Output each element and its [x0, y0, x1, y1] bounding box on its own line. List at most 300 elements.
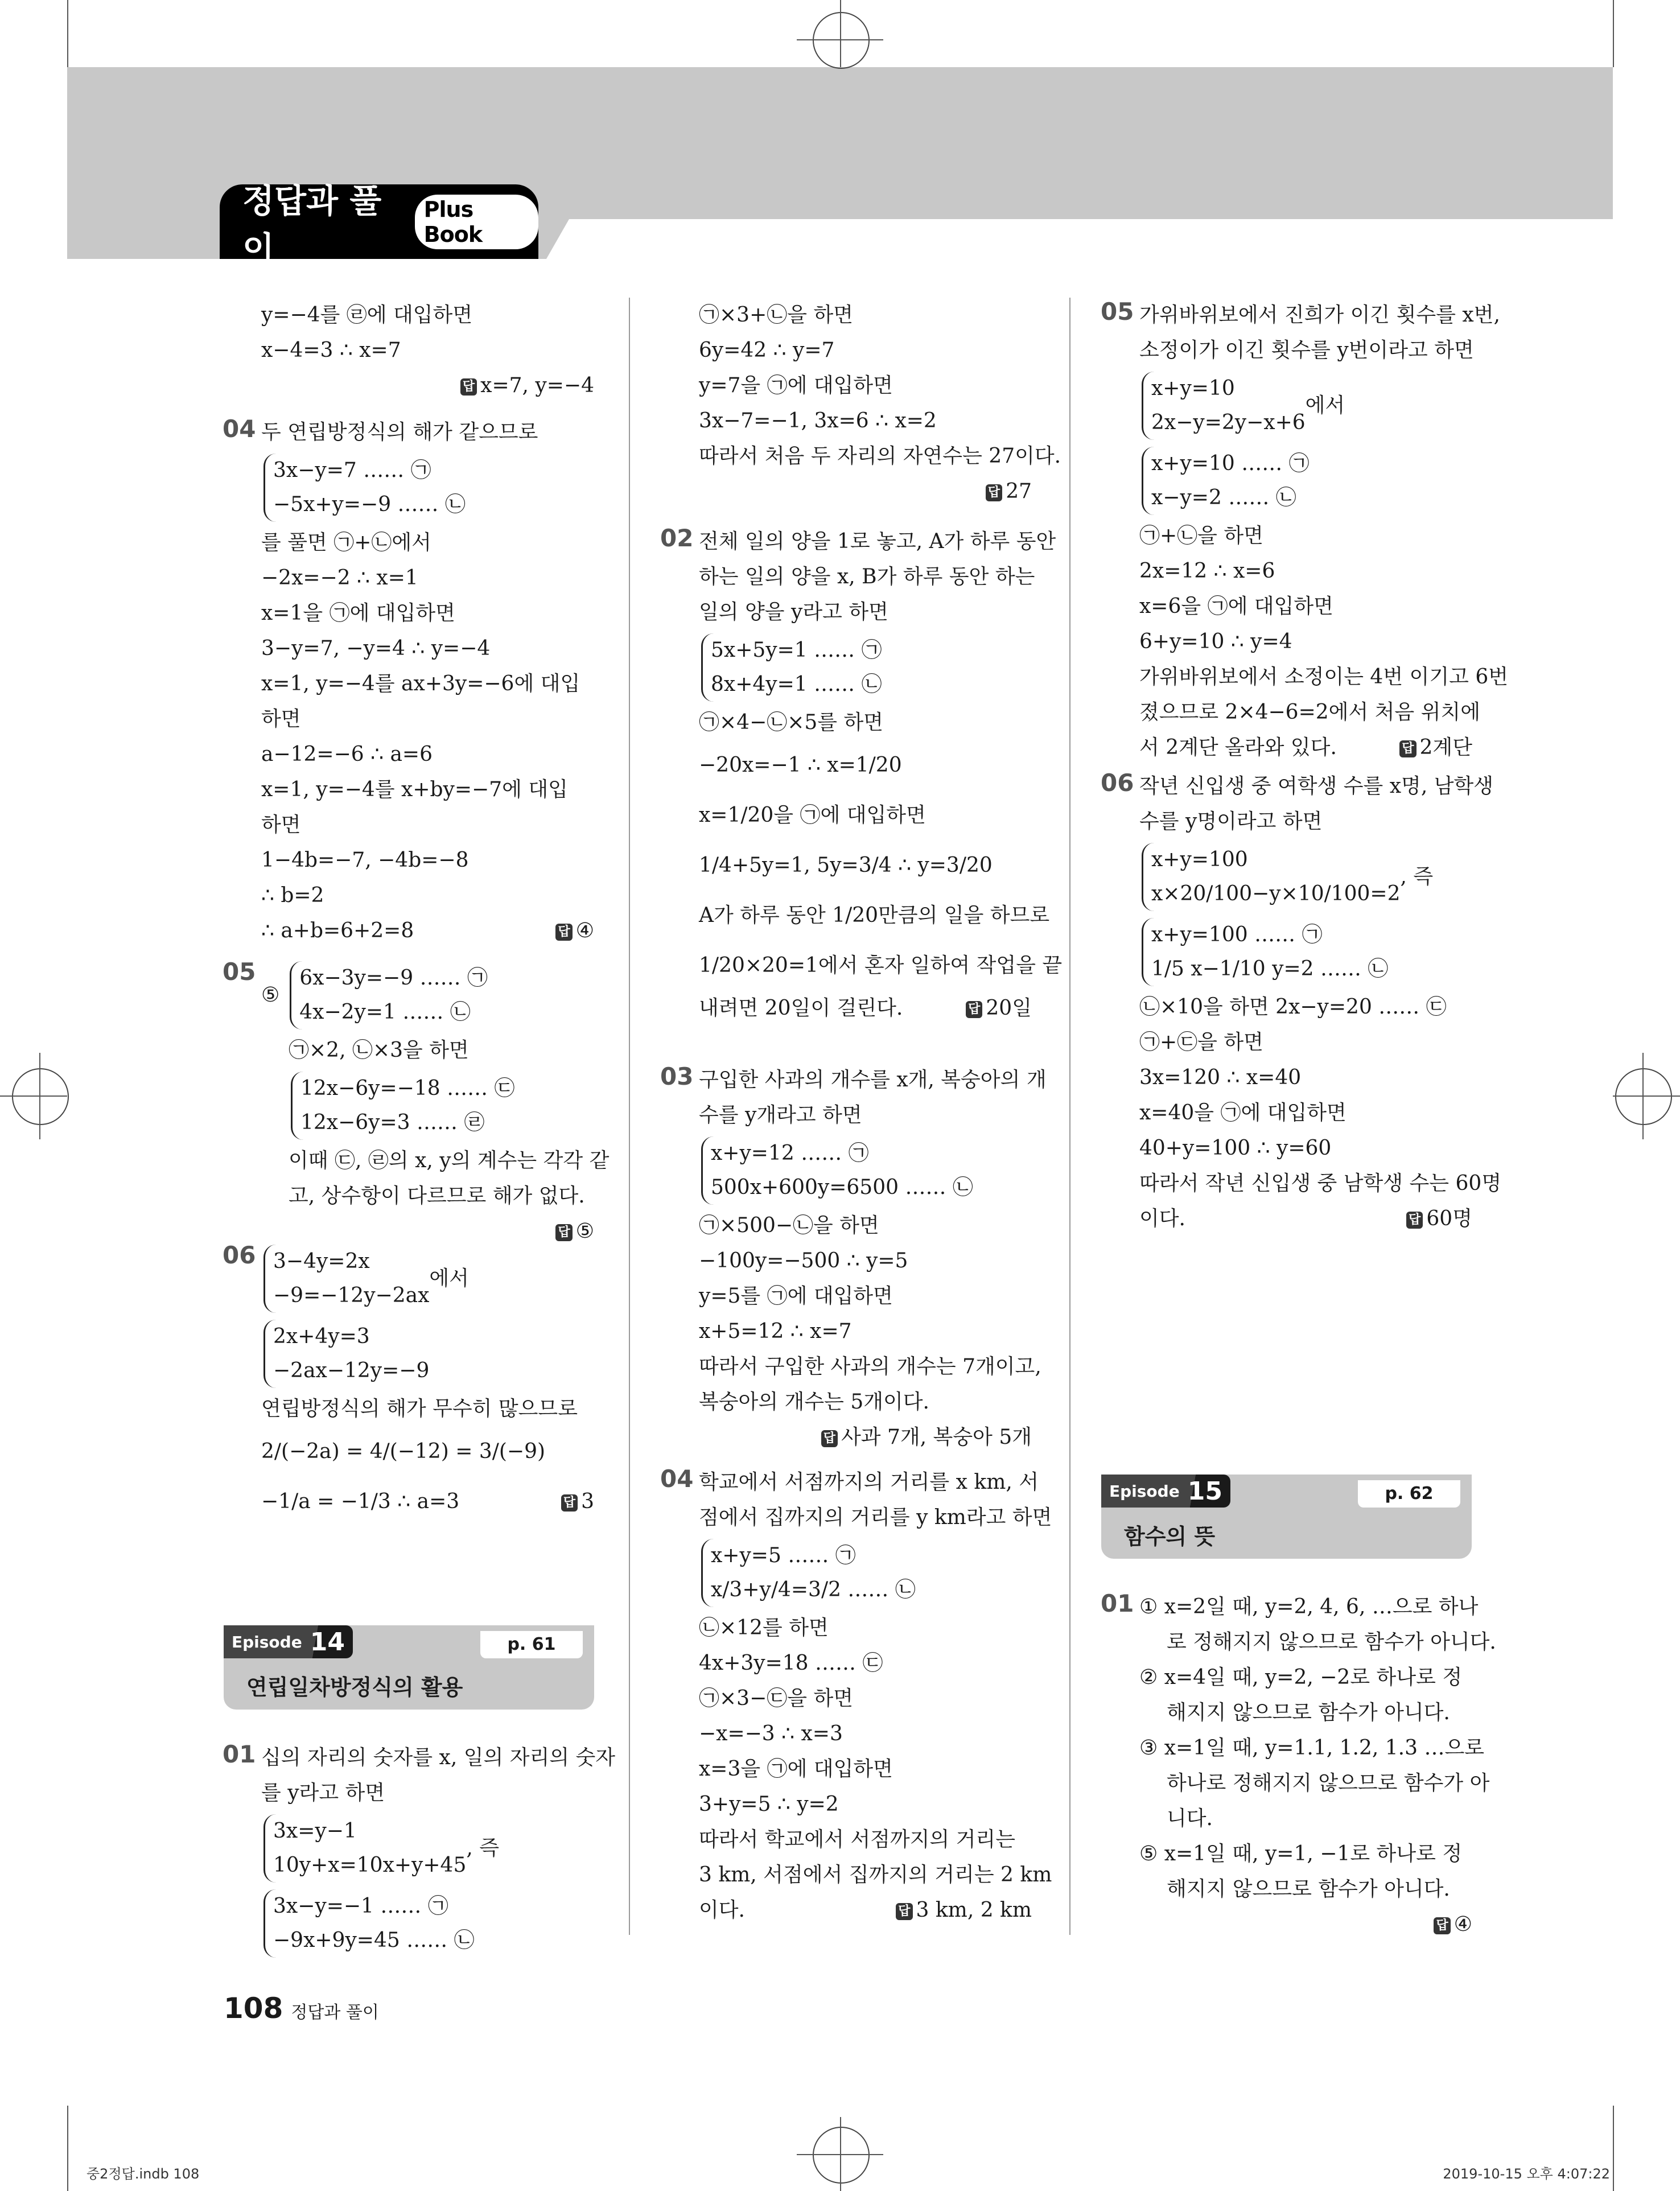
solution-line	[699, 559, 1035, 595]
solution-text: x=1, y=−4를 x+by=−7에 대입	[261, 778, 568, 801]
solution-text: 고, 상수항이 다르므로 해가 없다.	[289, 1184, 585, 1208]
solution-text: 따라서 작년 신입생 중 남학생 수는 60명	[1139, 1172, 1502, 1195]
problem-block	[223, 1241, 594, 1527]
problem-number: 01	[223, 1740, 256, 1768]
problem-number: 02	[660, 524, 694, 552]
episode-number: 14	[310, 1627, 345, 1657]
solution-line	[261, 415, 594, 450]
episode-page-ref: p. 62	[1358, 1480, 1460, 1508]
equation: −9x+9y=45 …… ㉡	[273, 1929, 475, 1952]
solution-text: 수를 y개라고 하면	[699, 1103, 862, 1127]
answer-value: ④	[1453, 1913, 1472, 1936]
column-divider	[1069, 298, 1070, 1935]
registration-mark-icon	[813, 12, 870, 69]
problem-block	[660, 1465, 1052, 1928]
solution-line	[699, 524, 1056, 559]
solution-line	[699, 991, 1032, 1026]
solution-text: 6y=42 ∴ y=7	[699, 339, 835, 362]
equation: 4x−2y=1 …… ㉡	[299, 1000, 471, 1024]
equation: x+y=100	[1151, 848, 1248, 871]
solution-text: ① x=2일 때, y=2, 4, 6, …으로 하나	[1139, 1595, 1479, 1618]
solution-text: 를 y라고 하면	[261, 1781, 385, 1805]
problem-number: 05	[1101, 298, 1134, 326]
page-label: 정답과 풀이	[291, 2003, 379, 2023]
solution-line	[1139, 1731, 1484, 1766]
equation: 500x+600y=6500 …… ㉡	[711, 1176, 973, 1199]
equation: x−y=2 …… ㉡	[1151, 486, 1296, 509]
solution-line	[699, 1787, 1032, 1822]
solution-text: x=6을 ㉠에 대입하면	[1139, 595, 1333, 618]
solution-text: 수를 y명이라고 하면	[1139, 810, 1323, 833]
solution-text: ∴ a+b=6+2=8	[261, 919, 414, 942]
equation: 10y+x=10x+y+45	[273, 1854, 467, 1877]
solution-line	[261, 666, 594, 702]
equation: 3x−y=7 …… ㉠	[273, 459, 431, 482]
solution-line	[699, 1681, 1032, 1716]
solution-line	[1139, 298, 1500, 333]
solution-line	[1139, 730, 1472, 765]
equation: x+y=10 …… ㉠	[1151, 452, 1310, 475]
solution-text: ⑤ x=1일 때, y=1, −1로 하나로 정	[1139, 1842, 1463, 1865]
solution-text: 소정이가 이긴 횟수를 y번이라고 하면	[1139, 339, 1474, 362]
crop-line	[39, 1053, 40, 1139]
solution-text: ③ x=1일 때, y=1.1, 1.2, 1.3 …으로	[1139, 1736, 1484, 1760]
equation: x+y=5 …… ㉠	[711, 1544, 856, 1567]
equation: 3x=y−1	[273, 1819, 357, 1843]
header-title: 정답과 풀이	[242, 181, 382, 268]
solution-text: x−4=3 ∴ x=7	[261, 339, 401, 362]
solution-line	[1139, 660, 1508, 695]
problem-number: 05	[223, 958, 256, 986]
answer	[561, 1477, 594, 1527]
problem-number: 03	[660, 1062, 694, 1090]
solution-text: 일의 양을 y라고 하면	[699, 600, 888, 624]
answer-value: ⑤	[575, 1220, 594, 1243]
solution-line	[699, 368, 1032, 403]
solution-text: 1−4b=−7, −4b=−8	[261, 849, 469, 872]
brace-system	[263, 1245, 429, 1313]
solution-line	[261, 1033, 594, 1068]
solution-text: 하면	[261, 707, 301, 731]
solution-text: y=−4를 ㉣에 대입하면	[261, 303, 473, 327]
crop-line	[67, 0, 68, 67]
solution-text: 하나로 정해지지 않으므로 함수가 아	[1167, 1772, 1490, 1795]
solution-line	[1139, 990, 1472, 1025]
solution-line	[261, 1391, 594, 1427]
solution-line	[699, 1279, 1032, 1314]
choice-number: ⑤	[261, 983, 280, 1007]
brace-system	[701, 1136, 973, 1205]
answer-value: 20일	[986, 996, 1032, 1020]
solution-line	[699, 1243, 1032, 1279]
solution-text: 1/4+5y=1, 5y=3/4 ∴ y=3/20	[699, 854, 993, 877]
brace-system	[701, 633, 882, 702]
solution-line	[1139, 333, 1472, 368]
file-info: 중2정답.indb 108	[87, 2166, 200, 2182]
solution-line	[1139, 1589, 1479, 1625]
solution-text: 학교에서 서점까지의 거리를 x km, 서	[699, 1471, 1039, 1494]
solution-line	[699, 941, 1063, 991]
solution-text: 작년 신입생 중 여학생 수를 x명, 남학생	[1139, 775, 1494, 798]
answer	[966, 991, 1032, 1026]
solution-line	[1139, 769, 1494, 804]
solution-line	[1139, 695, 1480, 730]
answer-value: 3	[581, 1490, 594, 1513]
solution-text: 점에서 집까지의 거리를 y km라고 하면	[699, 1506, 1052, 1529]
equation-system	[1139, 368, 1472, 443]
equation-system	[261, 1068, 594, 1143]
answer-value: ④	[575, 919, 594, 942]
solution-text: 졌으므로 2×4−6=2에서 처음 위치에	[1139, 701, 1480, 724]
answer	[1406, 1201, 1472, 1237]
solution-text: 를 풀면 ㉠+㉡에서	[261, 531, 431, 554]
solution-text: 2x=12 ∴ x=6	[1139, 559, 1275, 583]
episode-14-header	[224, 1625, 594, 1710]
problem-block	[1101, 298, 1508, 765]
solution-text: x=3을 ㉠에 대입하면	[699, 1757, 893, 1781]
solution-text: ㉡×12를 하면	[699, 1616, 829, 1640]
solution-text: x=1/20을 ㉠에 대입하면	[699, 804, 926, 827]
solution-line	[1139, 1836, 1472, 1872]
equation-system	[261, 450, 594, 525]
solution-text: 따라서 구입한 사과의 개수는 7개이고,	[699, 1355, 1041, 1378]
solution-text: ㉠+㉡을 하면	[1139, 524, 1263, 547]
crop-line	[840, 0, 841, 67]
equation-suffix: , 즉	[466, 1836, 500, 1860]
solution-text: ㉠×4−㉡×5를 하면	[699, 711, 884, 734]
solution-line	[699, 1752, 1032, 1787]
registration-mark-icon	[1615, 1068, 1672, 1125]
problem-block	[223, 415, 594, 949]
solution-line	[1139, 1766, 1490, 1801]
solution-line	[699, 1098, 1032, 1133]
solution-text: x=1을 ㉠에 대입하면	[261, 602, 455, 625]
solution-text: 두 연립방정식의 해가 같으므로	[261, 421, 538, 444]
solution-line	[261, 1477, 594, 1527]
brace-system	[701, 1539, 916, 1607]
solution-text: 이다.	[1139, 1207, 1185, 1230]
equation: 3−4y=2x	[273, 1250, 370, 1273]
equation: 5x+5y=1 …… ㉠	[711, 639, 882, 662]
crop-line	[1613, 0, 1614, 67]
brace-system	[1142, 918, 1388, 986]
solution-line	[261, 298, 594, 333]
solution-line	[699, 1349, 1041, 1385]
answer-icon: 답	[1406, 1212, 1423, 1229]
solution-line	[1139, 804, 1472, 839]
solution-line	[261, 525, 594, 561]
solution-text: 내려면 20일이 걸린다.	[699, 996, 903, 1020]
solution-text: y=7을 ㉠에 대입하면	[699, 374, 893, 397]
answer-icon: 답	[986, 484, 1002, 501]
problem-number: 01	[1101, 1589, 1134, 1617]
brace-system	[263, 1320, 429, 1388]
print-timestamp: 2019-10-15 오후 4:07:22	[1443, 2166, 1610, 2182]
brace-system	[263, 454, 466, 522]
crop-line	[797, 39, 883, 40]
solution-text: 로 정해지지 않으므로 함수가 아니다.	[1167, 1630, 1496, 1654]
solution-line	[261, 878, 594, 913]
brace-system	[291, 1072, 515, 1140]
solution-text: 구입한 사과의 개수를 x개, 복숭아의 개	[699, 1068, 1047, 1092]
solution-text: ② x=4일 때, y=2, −2로 하나로 정	[1139, 1666, 1463, 1689]
answer-value: 60명	[1426, 1207, 1472, 1230]
crop-line	[1613, 1096, 1680, 1097]
equation-suffix: 에서	[429, 1267, 469, 1290]
equation-system	[261, 1316, 594, 1391]
equation-system	[1139, 915, 1472, 990]
solution-text: 4x+3y=18 …… ㉢	[699, 1652, 883, 1675]
solution-line	[261, 737, 594, 772]
solution-line	[699, 439, 1061, 474]
column-divider	[629, 298, 630, 1935]
answer	[261, 368, 594, 403]
solution-text: ∴ b=2	[261, 884, 324, 907]
solution-line	[699, 1646, 1032, 1681]
equation: 2x+4y=3	[273, 1325, 370, 1348]
problem-block	[261, 298, 594, 403]
solution-line	[699, 1611, 1032, 1646]
solution-text: 서 2계단 올라와 있다.	[1139, 736, 1337, 759]
solution-line	[699, 740, 1032, 790]
solution-text: 해지지 않으므로 함수가 아니다.	[1167, 1701, 1450, 1724]
solution-text: A가 하루 동안 1/20만큼의 일을 하므로	[699, 904, 1050, 927]
solution-line	[699, 298, 1032, 333]
solution-line	[261, 1427, 594, 1477]
solution-text: ㉠×3+㉡을 하면	[699, 303, 854, 327]
problem-block	[223, 958, 610, 1249]
solution-line	[261, 843, 594, 878]
equation: 3x−y=−1 …… ㉠	[273, 1895, 448, 1918]
solution-line	[261, 1179, 594, 1214]
solution-text: 2/(−2a) = 4/(−12) = 3/(−9)	[261, 1440, 546, 1463]
solution-text: −100y=−500 ∴ y=5	[699, 1249, 908, 1272]
solution-text: 1/20×20=1에서 혼자 일하여 작업을 끝	[699, 954, 1063, 977]
solution-text: x+5=12 ∴ x=7	[699, 1320, 852, 1343]
solution-text: −x=−3 ∴ x=3	[699, 1722, 843, 1745]
equation: 2x−y=2y−x+6	[1151, 411, 1306, 434]
solution-text: −1/a = −1/3 ∴ a=3	[261, 1490, 460, 1513]
solution-line	[699, 1208, 1032, 1243]
solution-line	[261, 561, 594, 596]
problem-block	[660, 524, 1063, 1026]
answer	[1139, 1907, 1472, 1942]
solution-line	[699, 595, 1032, 630]
solution-line	[699, 891, 1050, 941]
equation-system	[1139, 443, 1472, 518]
solution-text: 십의 자리의 숫자를 x, 일의 자리의 숫자	[261, 1746, 616, 1769]
problem-block	[1101, 769, 1502, 1237]
solution-line	[261, 596, 594, 631]
solution-line	[699, 333, 1032, 368]
equation: x+y=10	[1151, 377, 1235, 400]
solution-text: 복숭아의 개수는 5개이다.	[699, 1390, 929, 1414]
registration-mark-icon	[12, 1068, 69, 1125]
solution-line	[261, 1740, 616, 1776]
solution-text: 이때 ㉢, ㉣의 x, y의 계수는 각각 같	[289, 1149, 610, 1172]
brace-system	[1142, 447, 1310, 515]
page-footer	[224, 1992, 379, 2025]
solution-line	[261, 333, 594, 368]
solution-line	[1139, 1166, 1502, 1201]
solution-text: ㉠×3−㉢을 하면	[699, 1687, 854, 1710]
solution-text: y=5를 ㉠에 대입하면	[699, 1284, 893, 1308]
solution-line	[1139, 1025, 1472, 1060]
equation-suffix: 에서	[1305, 394, 1345, 417]
equation-system	[261, 958, 594, 1033]
solution-text: 이다.	[699, 1898, 745, 1922]
equation-system	[699, 1535, 1032, 1611]
solution-line	[699, 403, 1032, 439]
crop-line	[67, 2106, 68, 2191]
equation-suffix: , 즉	[1400, 865, 1434, 888]
problem-block	[223, 1740, 616, 1961]
answer-icon: 답	[821, 1430, 838, 1447]
equation: 1/5 x−1/10 y=2 …… ㉡	[1151, 957, 1389, 981]
solution-line	[1139, 1131, 1472, 1166]
answer-icon: 답	[966, 1001, 982, 1018]
solution-line	[261, 702, 594, 737]
solution-line	[1139, 589, 1472, 624]
solution-line	[699, 1385, 1032, 1420]
solution-line	[699, 1465, 1039, 1500]
solution-text: 따라서 처음 두 자리의 자연수는 27이다.	[699, 444, 1061, 468]
solution-text: ㉡×10을 하면 2x−y=20 …… ㉢	[1139, 995, 1447, 1019]
answer-value: 3 km, 2 km	[916, 1898, 1032, 1922]
equation-system	[261, 1241, 594, 1316]
solution-line	[699, 790, 1032, 841]
equation: 8x+4y=1 …… ㉡	[711, 673, 882, 696]
solution-line	[1139, 1872, 1472, 1907]
solution-line	[1139, 518, 1472, 554]
equation: x+y=100 …… ㉠	[1151, 923, 1323, 946]
equation: x/3+y/4=3/2 …… ㉡	[711, 1578, 916, 1601]
brace-system	[263, 1889, 475, 1958]
equation-system	[699, 1133, 1032, 1208]
solution-line	[699, 1314, 1032, 1349]
solution-text: 3x=120 ∴ x=40	[1139, 1066, 1302, 1089]
answer-icon: 답	[555, 1224, 572, 1241]
crop-line	[1613, 2106, 1614, 2191]
crop-line	[1642, 1053, 1644, 1139]
solution-text: 하는 일의 양을 x, B가 하루 동안 하는	[699, 565, 1035, 588]
answer-value: 사과 7개, 복숭아 5개	[841, 1426, 1032, 1449]
episode-label: Episode	[1109, 1481, 1180, 1501]
answer-icon: 답	[1434, 1917, 1450, 1934]
episode-title: 함수의 뜻	[1124, 1524, 1216, 1549]
solution-line	[699, 841, 1032, 891]
solution-line	[699, 1062, 1047, 1098]
solution-text: 따라서 학교에서 서점까지의 거리는	[699, 1828, 1015, 1851]
solution-line	[261, 913, 594, 949]
solution-text: 하면	[261, 813, 301, 837]
solution-line	[1139, 624, 1472, 660]
answer-value: x=7, y=−4	[480, 374, 594, 397]
answer-value: 27	[1006, 480, 1032, 503]
solution-text: ㉠×2, ㉡×3을 하면	[289, 1039, 469, 1062]
answer	[1399, 730, 1472, 765]
solution-text: 전체 일의 양을 1로 놓고, A가 하루 동안	[699, 530, 1056, 553]
crop-line	[797, 2154, 883, 2155]
problem-block	[1101, 1589, 1496, 1942]
episode-title: 연립일차방정식의 활용	[246, 1675, 463, 1700]
answer-icon: 답	[460, 378, 477, 396]
solution-text: 니다.	[1167, 1807, 1213, 1830]
brace-system	[290, 961, 488, 1029]
solution-text: a−12=−6 ∴ a=6	[261, 743, 433, 766]
episode-label: Episode	[232, 1632, 302, 1652]
brace-system	[1142, 843, 1401, 911]
equation-system	[699, 630, 1032, 705]
solution-line	[261, 808, 594, 843]
solution-text: ㉠+㉢을 하면	[1139, 1031, 1263, 1054]
equation-system	[1139, 839, 1472, 915]
equation-system	[261, 1886, 594, 1961]
answer	[555, 913, 594, 949]
brace-system	[263, 1814, 466, 1883]
solution-text: −2x=−2 ∴ x=1	[261, 566, 418, 590]
episode-tag	[1101, 1475, 1230, 1508]
crop-line	[0, 1096, 67, 1097]
solution-text: x=1, y=−4를 ax+3y=−6에 대입	[261, 672, 580, 695]
solution-line	[1139, 1801, 1472, 1836]
solution-line	[261, 1143, 610, 1179]
solution-line	[1139, 1060, 1472, 1096]
answer-icon: 답	[555, 924, 572, 941]
equation-system	[261, 1811, 594, 1886]
solution-text: 가위바위보에서 소정이는 4번 이기고 6번	[1139, 665, 1508, 689]
episode-page-ref: p. 61	[480, 1631, 583, 1658]
solution-text: 40+y=100 ∴ y=60	[1139, 1136, 1332, 1160]
solution-line	[1139, 1096, 1472, 1131]
solution-text: 3+y=5 ∴ y=2	[699, 1793, 839, 1816]
equation: −5x+y=−9 …… ㉡	[273, 493, 466, 516]
solution-line	[1139, 1695, 1472, 1731]
equation: −2ax−12y=−9	[273, 1359, 430, 1382]
solution-text: 연립방정식의 해가 무수히 많으므로	[261, 1397, 578, 1420]
solution-line	[699, 1858, 1052, 1893]
page-number: 108	[224, 1992, 283, 2025]
problem-number: 06	[223, 1241, 256, 1269]
equation: 12x−6y=3 …… ㉣	[300, 1111, 485, 1134]
equation: x+y=12 …… ㉠	[711, 1142, 869, 1165]
brace-system	[1142, 372, 1306, 440]
answer-icon: 답	[896, 1903, 912, 1920]
solution-text: 3x−7=−1, 3x=6 ∴ x=2	[699, 409, 937, 433]
equation: 6x−3y=−9 …… ㉠	[299, 966, 488, 990]
solution-line	[699, 705, 1032, 740]
equation: 12x−6y=−18 …… ㉢	[300, 1077, 515, 1100]
problem-block	[699, 298, 1061, 509]
plus-book-badge: Plus Book	[415, 195, 538, 249]
registration-mark-icon	[813, 2127, 870, 2184]
episode-tag	[224, 1625, 353, 1658]
solution-line	[1139, 1625, 1496, 1660]
solution-line	[1139, 1201, 1472, 1237]
answer	[699, 474, 1032, 509]
solution-line	[699, 1822, 1032, 1858]
answer-icon: 답	[561, 1494, 578, 1512]
problem-number: 06	[1101, 769, 1134, 797]
problem-block	[660, 1062, 1047, 1455]
header-cut	[546, 219, 1613, 259]
solution-line	[261, 1776, 594, 1811]
solution-line	[261, 631, 594, 666]
solution-line	[1139, 1660, 1472, 1695]
solution-line	[699, 1500, 1052, 1535]
solution-line	[1139, 554, 1472, 589]
solution-line	[699, 1893, 1032, 1928]
